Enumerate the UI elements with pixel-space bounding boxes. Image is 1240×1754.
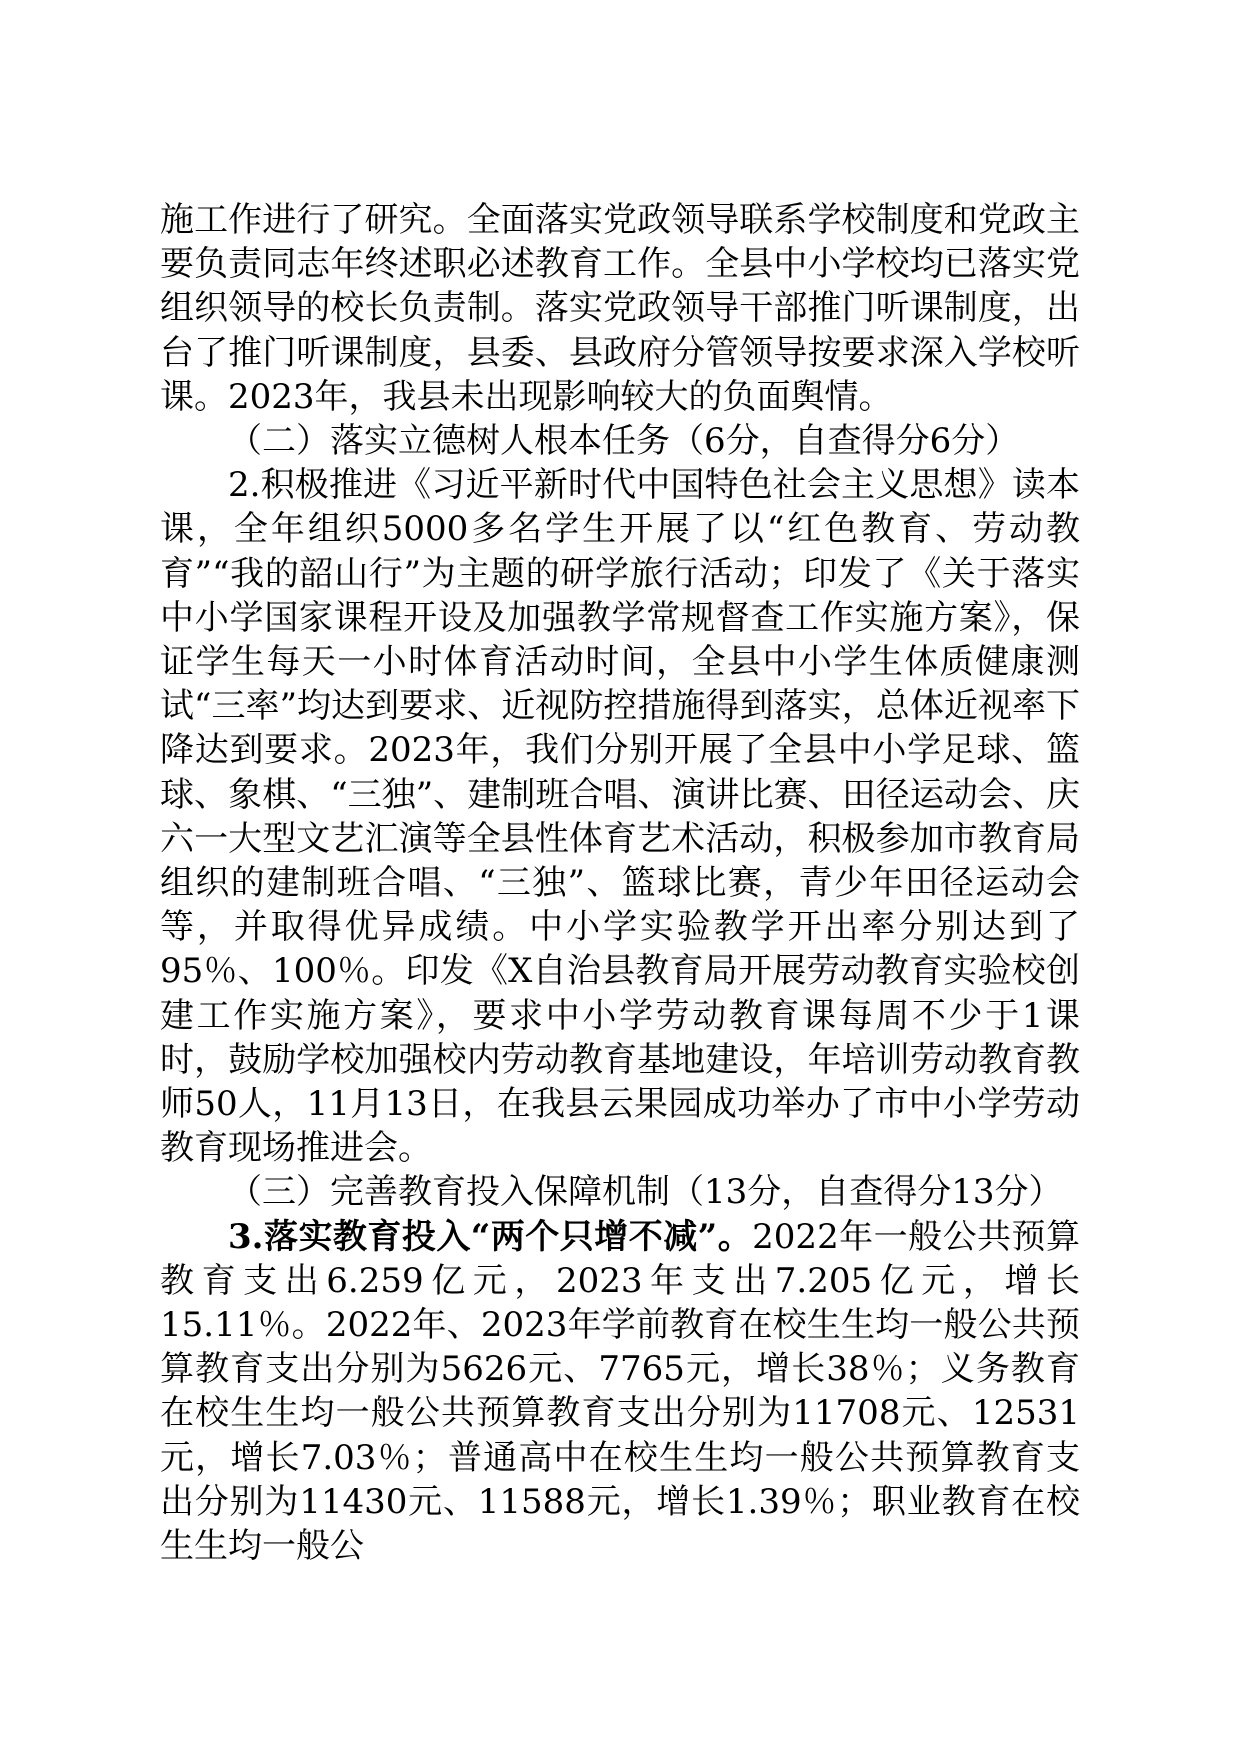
paragraph-education-funding [160,1215,1080,1569]
paragraph-lead-title: 3.落实教育投入“两个只增不减”。 [228,1216,753,1257]
paragraph-moral-education: 2.积极推进《习近平新时代中国特色社会主义思想》读本课，全年组织5000多名学生开展了以“红色教育、劳动教育”“我的韶山行”为主题的研学旅行活动；印发了《关于落实中小学国家课程开设及加强教学常规督查工作实施方案》，保证学生每天一小时体育活动时间，全县中小学生体质健康测试“三率”均达到要求、近视防控措施得到落实，总体近视率下降达到要求。2023年，我们分别开展了全县中小学足球、篮球、象棋、“三独”、建制班合唱、演讲比赛、田径运动会、庆六一大型文艺汇演等全县性体育艺术活动，积极参加市教育局组织的建制班合唱、“三独”、篮球比赛，青少年田径运动会等，并取得优异成绩。中小学实验教学开出率分别达到了95％、100％。印发《X自治县教育局开展劳动教育实验校创建工作实施方案》，要求中小学劳动教育课每周不少于1课时，鼓励学校加强校内劳动教育基地建设，年培训劳动教育教师50人，11月13日，在我县云果园成功举办了市中小学劳动教育现场推进会。 [160,465,1080,1169]
paragraph-party-leadership: 施工作进行了研究。全面落实党政领导联系学校制度和党政主要负责同志年终述职必述教育工作。全县中小学校均已落实党组织领导的校长负责制。落实党政领导干部推门听课制度，出台了推门听课制度，县委、县政府分管领导按要求深入学校听课。2023年，我县未出现影响较大的负面舆情。 [160,200,1080,417]
section-heading-education-funding: （三）完善教育投入保障机制（13分，自查得分13分） [228,1172,1063,1213]
paragraph-funding-details: 2022年一般公共预算教育支出6.259亿元，2023年支出7.205亿元，增长15.11％。2022年、2023年学前教育在校生生均一般公共预算教育支出分别为5626元、7765元，增长38％；义务教育在校生生均一般公共预算教育支出分别为11708元、12531元，增长7.03％；普通高中在校生生均一般公共预算教育支出分别为11430元、11588元，增长1.39％；职业教育在校生生均一般公 [160,1216,1081,1567]
document-body [160,198,1080,1568]
section-heading-moral-education: （二）落实立德树人根本任务（6分，自查得分6分） [228,421,1020,462]
